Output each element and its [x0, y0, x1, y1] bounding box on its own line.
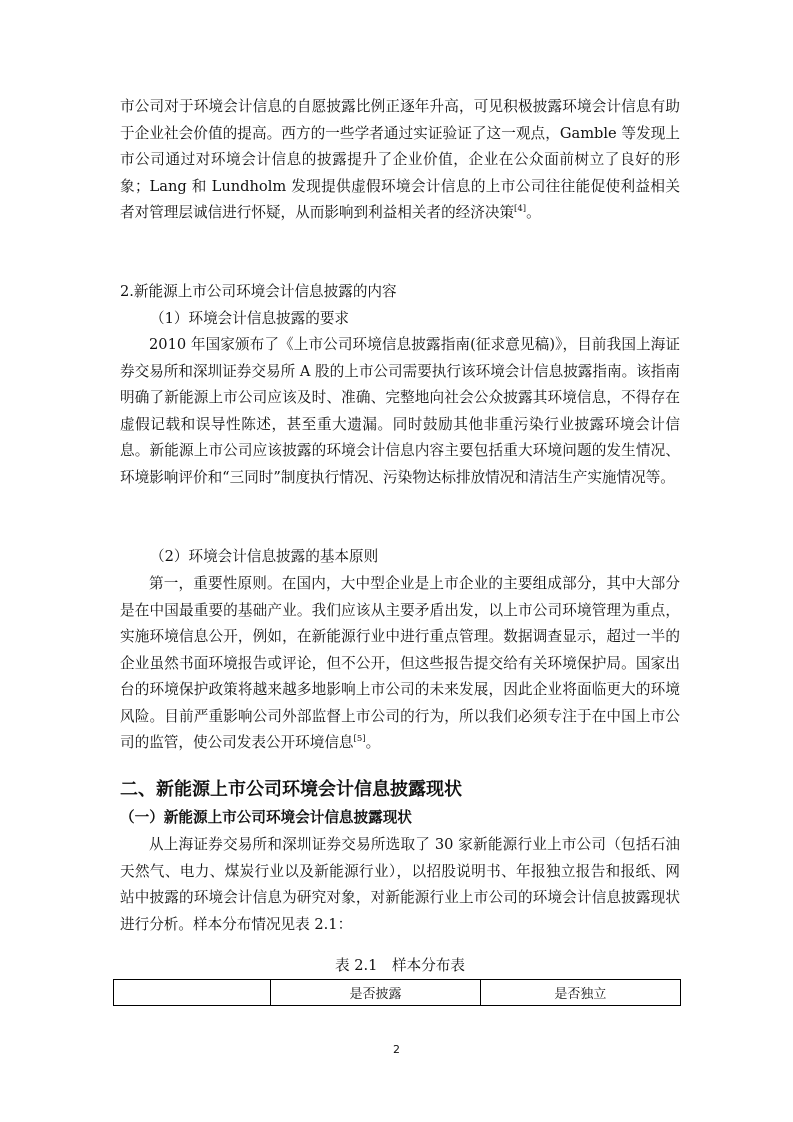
citation-5: [5]	[353, 734, 366, 745]
subsection-2-title: （2）环境会计信息披露的基本原则	[150, 548, 379, 565]
page-number: 2	[393, 1043, 400, 1056]
subsection-1-title: （1）环境会计信息披露的要求	[150, 310, 350, 327]
citation-4: [4]	[514, 204, 527, 215]
table-header-disclosed: 是否披露	[271, 980, 480, 1006]
heading-2-status: 二、新能源上市公司环境会计信息披露现状	[120, 779, 462, 800]
principles-paragraph: 第一，重要性原则。在国内，大中型企业是上市企业的主要组成部分，其中大部分是在中国最重要的基础产业。我们应该从主要矛盾出发，以上市公司环境管理为重点，实施环境信息公开，例如，在新能源行业中进行重点管理。数据调查显示，超过一半的企业虽然书面环境报告或评论，但不公开，但这些报告提交给有关环境保护局。国家出台的环境保护政策将越来越多地影响上市公司的未来发展，因此企业将面临更大的环境风险。目前严重影响公司外部监督上市公司的行为，所以我们必须专注于在中国上市公司的监管，使公司发表公开环境信息[5]。	[120, 575, 680, 751]
table-header-independent: 是否独立	[480, 980, 680, 1006]
table-header-row	[114, 980, 681, 1006]
sample-distribution-table	[113, 979, 681, 1006]
table-header-blank	[114, 980, 271, 1006]
heading-3-status: （一）新能源上市公司环境会计信息披露现状	[120, 809, 412, 826]
section-2-title: 2.新能源上市公司环境会计信息披露的内容	[120, 283, 397, 300]
intro-paragraph: 市公司对于环境会计信息的自愿披露比例正逐年升高，可见积极披露环境会计信息有助于企业社会价值的提高。西方的一些学者通过实证验证了这一观点，Gamble 等发现上市公司通过对环境会计信息的披露提升了企业价值，企业在公众面前树立了良好的形象；Lang 和 Lundholm 发现提供虚假环境会计信息的上市公司往往能促使利益相关者对管理层诚信进行怀疑，从而影响到利益相关者的经济决策[4]。	[120, 98, 680, 221]
sample-paragraph: 从上海证券交易所和深圳证券交易所选取了 30 家新能源行业上市公司（包括石油天然气、电力、煤炭行业以及新能源行业），以招股说明书、年报独立报告和报纸、网站中披露的环境会计信息为研究对象，对新能源行业上市公司的环境会计信息披露现状进行分析。样本分布情况见表 2.1：	[120, 836, 680, 933]
table-caption: 表 2.1 样本分布表	[334, 957, 465, 974]
requirements-paragraph: 2010 年国家颁布了《上市公司环境信息披露指南(征求意见稿)》，目前我国上海证券交易所和深圳证券交易所 A 股的上市公司需要执行该环境会计信息披露指南。该指南明确了新能源上市公司应该及时、准确、完整地向社会公众披露其环境信息，不得存在虚假记载和误导性陈述，甚至重大遗漏。同时鼓励其他非重污染行业披露环境会计信息。新能源上市公司应该披露的环境会计信息内容主要包括重大环境问题的发生情况、环境影响评价和“三同时”制度执行情况、污染物达标排放情况和清洁生产实施情况等。	[120, 336, 680, 486]
